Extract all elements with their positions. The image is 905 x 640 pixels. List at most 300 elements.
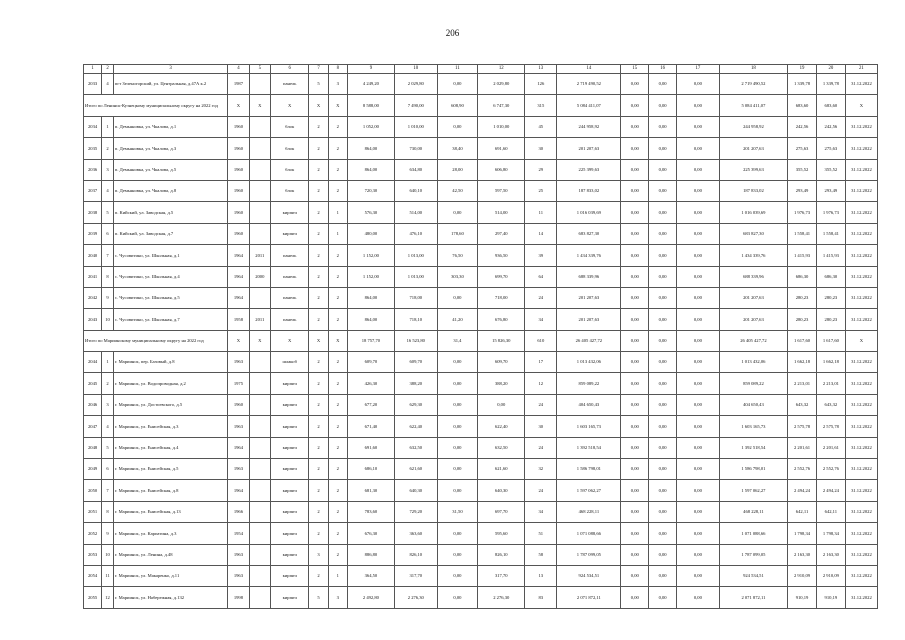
table-cell: 17 [525, 352, 557, 373]
table-cell: 783,60 [347, 501, 394, 522]
address-cell: г. Мариинск, ул. Енисейская, д.8 [113, 480, 227, 501]
table-cell: 864,00 [347, 138, 394, 159]
table-cell: 1987 [228, 74, 249, 95]
table-cell: X [328, 95, 347, 116]
table-row [84, 180, 878, 201]
table-cell: панель [270, 309, 308, 330]
table-cell: 0,00 [649, 373, 677, 394]
table-cell [249, 480, 270, 501]
table-cell: 2 [309, 138, 328, 159]
table-cell: 0,00 [621, 394, 649, 415]
table-cell: 5 [102, 437, 114, 458]
table-cell: 688 339,96 [719, 266, 787, 287]
table-cell: 388,20 [478, 373, 525, 394]
table-cell: 0,00 [621, 95, 649, 116]
table-cell: 0,00 [649, 116, 677, 137]
table-cell: 0,00 [621, 245, 649, 266]
table-cell: 1 010,00 [478, 116, 525, 137]
table-cell: 0,00 [621, 266, 649, 287]
table-cell: 1 603 165,73 [719, 416, 787, 437]
table-cell: 2036 [84, 159, 102, 180]
table-cell: 514,00 [478, 202, 525, 223]
table-cell: 2 [328, 394, 347, 415]
table-cell: 683,60 [788, 95, 817, 116]
table-cell: X [249, 95, 270, 116]
table-cell: 0,00 [649, 394, 677, 415]
address-cell: г. Мариинск, ул. Енисейская, д.13 [113, 501, 227, 522]
column-number-cell: 6 [270, 65, 308, 74]
table-cell: 0,00 [676, 437, 719, 458]
table-cell: 275,63 [788, 138, 817, 159]
table-cell: 640,10 [394, 180, 437, 201]
table-cell: 15 826,30 [478, 330, 525, 351]
table-cell: 0,00 [676, 352, 719, 373]
table-cell: 64 [525, 266, 557, 287]
table-cell: 4 [102, 180, 114, 201]
address-cell: г. Мариинск, пер. Базовый, д.8 [113, 352, 227, 373]
table-cell: 0,00 [649, 437, 677, 458]
table-cell: 864,00 [347, 309, 394, 330]
table-cell: 32 [525, 459, 557, 480]
table-cell: 3 [309, 544, 328, 565]
table-cell: 1 586 798,01 [719, 459, 787, 480]
table-cell: 0,00 [676, 287, 719, 308]
table-cell: 1 [102, 116, 114, 137]
table-cell: 2053 [84, 544, 102, 565]
table-cell: 201 207,63 [557, 309, 621, 330]
table-row [84, 523, 878, 544]
table-cell: 683 827,30 [719, 223, 787, 244]
table-cell: 677,20 [347, 394, 394, 415]
table-cell: 2044 [84, 352, 102, 373]
table-cell: блок [270, 138, 308, 159]
table-cell: 2 910,09 [816, 565, 845, 586]
table-row [84, 416, 878, 437]
table-row [84, 394, 878, 415]
table-cell: 924 534,51 [719, 565, 787, 586]
table-cell: 676,30 [347, 523, 394, 544]
table-cell: 388,20 [394, 373, 437, 394]
table-cell: 691,60 [347, 437, 394, 458]
table-cell: 126 [525, 74, 557, 95]
address-cell: с. Чусовитино, ул. Школьная, д.1 [113, 245, 227, 266]
table-cell: блок [270, 159, 308, 180]
table-cell: 0,00 [437, 480, 478, 501]
table-cell: 426,30 [347, 373, 394, 394]
table-cell: 0,00 [437, 523, 478, 544]
table-cell: 31.12.2022 [845, 587, 877, 608]
table-cell: 0,00 [649, 266, 677, 287]
table-row [84, 116, 878, 137]
table-cell: 11 [102, 565, 114, 586]
table-cell: 364,50 [347, 565, 394, 586]
table-cell: 4 [102, 74, 114, 95]
table-cell: 12 [102, 587, 114, 608]
table-cell: 2 [309, 245, 328, 266]
table-cell: 2 [309, 116, 328, 137]
table-cell: 632,50 [478, 437, 525, 458]
table-cell: 4 [102, 416, 114, 437]
table-cell: 2 [328, 459, 347, 480]
table-cell: 225 399,63 [557, 159, 621, 180]
table-cell: 2 029,80 [394, 74, 437, 95]
table-cell: 2 [309, 309, 328, 330]
table-cell: 643,32 [816, 394, 845, 415]
table-cell: 1998 [228, 587, 249, 608]
table-cell: X [328, 330, 347, 351]
table-cell: 2054 [84, 565, 102, 586]
table-cell: 864,00 [347, 159, 394, 180]
table-cell: 2 [328, 180, 347, 201]
table-cell: 5 [102, 202, 114, 223]
table-cell: 1 010,00 [394, 116, 437, 137]
table-cell: 2011 [249, 245, 270, 266]
table-cell: 38,40 [437, 138, 478, 159]
table-cell: 31.12.2022 [845, 501, 877, 522]
table-cell: 0,00 [621, 523, 649, 544]
table-cell: 280,23 [816, 309, 845, 330]
table-cell: 2 276,30 [394, 587, 437, 608]
table-row [84, 287, 878, 308]
table-cell: 225 399,63 [719, 159, 787, 180]
table-cell: 0,00 [649, 523, 677, 544]
table-cell [249, 159, 270, 180]
table-cell: X [228, 95, 249, 116]
table-cell [249, 373, 270, 394]
table-cell: 3 [328, 587, 347, 608]
table-cell: 31.12.2022 [845, 180, 877, 201]
table-cell: 576,30 [347, 202, 394, 223]
subtotal-row [84, 95, 878, 116]
table-cell: 629,30 [394, 394, 437, 415]
table-cell: 0,00 [437, 587, 478, 608]
table-cell: 0,00 [437, 394, 478, 415]
table-cell: 0,00 [649, 587, 677, 608]
table-cell: 2 [102, 138, 114, 159]
table-cell: 1 152,00 [347, 266, 394, 287]
table-row [84, 74, 878, 95]
table-cell: 0,00 [437, 373, 478, 394]
table-cell: 0,00 [676, 480, 719, 501]
table-cell: 0,00 [649, 159, 677, 180]
table-cell: 0,00 [676, 523, 719, 544]
table-cell: кирпич [270, 587, 308, 608]
table-cell: 4 249,20 [347, 74, 394, 95]
table-cell: 2037 [84, 180, 102, 201]
subtotal-row [84, 330, 878, 351]
table-cell: 1954 [228, 523, 249, 544]
table-cell: 10 [102, 309, 114, 330]
table-cell: панель [270, 245, 308, 266]
table-cell: 201 207,63 [719, 138, 787, 159]
table-cell: 0,00 [437, 544, 478, 565]
table-cell: 31.12.2022 [845, 202, 877, 223]
table-body [84, 65, 878, 609]
table-cell: 2035 [84, 138, 102, 159]
table-cell: кирпич [270, 480, 308, 501]
table-cell: 1964 [228, 245, 249, 266]
table-cell: 608,90 [437, 95, 478, 116]
table-cell: 697,70 [478, 501, 525, 522]
column-number-cell: 5 [249, 65, 270, 74]
table-row [84, 544, 878, 565]
table-cell: кирпич [270, 223, 308, 244]
table-cell: 45 [525, 116, 557, 137]
table-cell: 9 [102, 287, 114, 308]
table-cell: 363,60 [394, 523, 437, 544]
housing-register-table [83, 64, 878, 609]
address-cell: п. Демьяновка, ул. Чкалова, д.1 [113, 116, 227, 137]
table-cell: 0,00 [621, 437, 649, 458]
table-cell: 688 339,96 [557, 266, 621, 287]
table-cell: 2 071 872,11 [557, 587, 621, 608]
table-cell [249, 501, 270, 522]
table-cell: 7 [102, 245, 114, 266]
table-cell: 2047 [84, 416, 102, 437]
column-number-cell: 14 [557, 65, 621, 74]
table-cell: 1960 [228, 223, 249, 244]
table-cell: 0,00 [676, 394, 719, 415]
table-cell: 0,00 [676, 159, 719, 180]
table-cell: 1 013,00 [394, 266, 437, 287]
table-cell: 2 910,09 [788, 565, 817, 586]
table-cell: 0,00 [649, 287, 677, 308]
table-cell [249, 459, 270, 480]
table-cell: 1 434 339,76 [719, 245, 787, 266]
table-cell: 0,00 [437, 459, 478, 480]
page-number: 206 [445, 28, 460, 38]
table-cell: 31.12.2022 [845, 223, 877, 244]
table-cell: 2042 [84, 287, 102, 308]
table-cell: 2 [309, 352, 328, 373]
table-cell: 1960 [228, 159, 249, 180]
table-cell: 597,50 [478, 180, 525, 201]
table-cell: 0,00 [621, 501, 649, 522]
subtotal-label: Итого по Мариинскому муниципальному округу на 2022 год [84, 330, 228, 351]
table-cell: 1 [328, 223, 347, 244]
table-cell: 1 586 798,01 [557, 459, 621, 480]
table-cell: 187 833,02 [557, 180, 621, 201]
table-cell: 201 207,63 [557, 138, 621, 159]
table-cell: 1 052,00 [347, 116, 394, 137]
table-cell: 2046 [84, 394, 102, 415]
table-cell: 31.12.2022 [845, 394, 877, 415]
table-cell: панель [270, 287, 308, 308]
table-cell: 2 201,61 [816, 437, 845, 458]
table-cell: 31.12.2022 [845, 287, 877, 308]
table-cell: 355,52 [788, 159, 817, 180]
table-cell: 0,00 [437, 416, 478, 437]
table-cell: 2 492,80 [347, 587, 394, 608]
table-cell: 2011 [249, 309, 270, 330]
table-cell: 2 [328, 373, 347, 394]
table-cell: 34 [525, 501, 557, 522]
table-cell: 1 662,18 [816, 352, 845, 373]
address-cell: с. Чусовитино, ул. Школьная, д.5 [113, 287, 227, 308]
table-cell: 31.12.2022 [845, 373, 877, 394]
table-cell: 1 392 518,54 [719, 437, 787, 458]
table-cell: 2038 [84, 202, 102, 223]
table-cell: 1963 [228, 565, 249, 586]
table-cell: 8 [102, 266, 114, 287]
table-cell: 2 163,30 [788, 544, 817, 565]
table-cell: 686,30 [788, 266, 817, 287]
table-row [84, 501, 878, 522]
table-cell: 699,70 [478, 266, 525, 287]
table-cell: X [249, 330, 270, 351]
table-cell: 1 [328, 202, 347, 223]
table-cell: 1 013 432,06 [557, 352, 621, 373]
table-cell: 910,19 [788, 587, 817, 608]
table-cell: 9 [102, 523, 114, 544]
table-cell [249, 587, 270, 608]
table-cell: 924 534,51 [557, 565, 621, 586]
table-cell: 31.12.2022 [845, 565, 877, 586]
table-cell [249, 565, 270, 586]
table-cell: 2 [309, 180, 328, 201]
table-cell: 31.12.2022 [845, 245, 877, 266]
table-cell: 0,00 [676, 501, 719, 522]
table-cell: 2 [309, 565, 328, 586]
table-row [84, 459, 878, 480]
table-cell: 297,40 [478, 223, 525, 244]
table-cell: 25 [525, 180, 557, 201]
table-cell: 355,52 [816, 159, 845, 180]
table-cell: 3 [102, 394, 114, 415]
table-cell: 2034 [84, 116, 102, 137]
table-cell: 26 405 427,72 [557, 330, 621, 351]
table-cell: 1 [328, 565, 347, 586]
table-cell: 2055 [84, 587, 102, 608]
table-cell: 5 [309, 74, 328, 95]
table-cell: 2 [328, 266, 347, 287]
table-cell: 621,60 [478, 459, 525, 480]
table-cell: 671,40 [347, 416, 394, 437]
table-cell: 51 [525, 523, 557, 544]
table-cell: 2 575,78 [816, 416, 845, 437]
table-cell: 2048 [84, 437, 102, 458]
table-cell: 0,00 [649, 223, 677, 244]
table-cell: 293,49 [788, 180, 817, 201]
table-cell: 609,70 [347, 352, 394, 373]
table-cell: 34 [525, 309, 557, 330]
table-cell: 0,00 [437, 565, 478, 586]
table-cell: 2 719 490,52 [719, 74, 787, 95]
column-number-cell: 17 [676, 65, 719, 74]
table-cell: 1960 [228, 180, 249, 201]
table-cell: 16 523,80 [394, 330, 437, 351]
table-cell: 1 787 099,05 [557, 544, 621, 565]
table-cell: шлакоб [270, 352, 308, 373]
table-cell [249, 287, 270, 308]
table-cell: 718,00 [478, 287, 525, 308]
table-cell: 1 152,00 [347, 245, 394, 266]
table-cell [249, 523, 270, 544]
address-cell: г. Мариинск, ул. Водопроводная, д.2 [113, 373, 227, 394]
column-number-cell: 9 [347, 65, 394, 74]
table-cell: 10 [102, 544, 114, 565]
table-cell [249, 180, 270, 201]
table-cell: 0,00 [676, 116, 719, 137]
address-cell: г. Мариинск, ул. Карпатина, д.3 [113, 523, 227, 544]
table-cell: 2 [309, 459, 328, 480]
table-cell: 1975 [228, 373, 249, 394]
table-cell: X [228, 330, 249, 351]
table-cell: 643,32 [788, 394, 817, 415]
table-cell: 0,00 [649, 95, 677, 116]
table-cell: 2 [309, 373, 328, 394]
table-cell: 201 207,63 [557, 287, 621, 308]
table-cell: 31.12.2022 [845, 416, 877, 437]
table-cell: 201 207,63 [719, 309, 787, 330]
table-cell: 683,60 [816, 95, 845, 116]
column-number-cell: 18 [719, 65, 787, 74]
table-cell: 1 013 432,06 [719, 352, 787, 373]
table-cell: 1 798,34 [788, 523, 817, 544]
table-cell: 2 276,30 [478, 587, 525, 608]
table-cell: 31,50 [437, 501, 478, 522]
table-cell: 2 [309, 202, 328, 223]
table-cell: 1960 [228, 394, 249, 415]
table-cell: 244 958,92 [719, 116, 787, 137]
table-cell: 1 016 039,69 [719, 202, 787, 223]
address-cell: п. Демьяновка, ул. Чкалова, д.5 [113, 159, 227, 180]
table-cell: 1 787 099,05 [719, 544, 787, 565]
table-cell: 729,20 [394, 501, 437, 522]
table-cell: 0,00 [676, 459, 719, 480]
table-cell: 2 029,80 [478, 74, 525, 95]
table-cell: 1963 [228, 352, 249, 373]
table-cell: 642,11 [816, 501, 845, 522]
table-cell: 0,00 [649, 544, 677, 565]
column-number-cell: 12 [478, 65, 525, 74]
table-cell: 2 [309, 223, 328, 244]
column-number-cell: 1 [84, 65, 102, 74]
table-cell: 1 597 062,27 [719, 480, 787, 501]
table-cell: 2 [309, 266, 328, 287]
table-cell: 0,00 [676, 223, 719, 244]
column-number-cell: 13 [525, 65, 557, 74]
table-cell: 1 558,41 [788, 223, 817, 244]
table-cell: 2 213,01 [816, 373, 845, 394]
table-cell: 2 552,76 [788, 459, 817, 480]
table-cell: 0,00 [649, 565, 677, 586]
table-cell: 0,00 [621, 544, 649, 565]
table-cell: 0,00 [676, 587, 719, 608]
table-cell: 1960 [228, 202, 249, 223]
table-cell: 0,00 [676, 565, 719, 586]
table-cell: 1 392 518,54 [557, 437, 621, 458]
table-cell: 31.12.2022 [845, 309, 877, 330]
table-cell: 0,00 [676, 95, 719, 116]
table-cell: 1966 [228, 501, 249, 522]
table-cell: 2 [328, 437, 347, 458]
table-cell: 2 [309, 480, 328, 501]
column-number-cell: 15 [621, 65, 649, 74]
table-cell: 1 558,41 [816, 223, 845, 244]
table-cell: 632,50 [394, 437, 437, 458]
subtotal-label: Итого по Ленинск-Кузнецкому муниципальному округу на 2022 год [84, 95, 228, 116]
table-cell: 622,40 [478, 416, 525, 437]
table-cell: 0,00 [676, 309, 719, 330]
table-row [84, 587, 878, 608]
table-cell: 317,70 [394, 565, 437, 586]
table-cell: 7 [102, 480, 114, 501]
table-cell: кирпич [270, 394, 308, 415]
table-cell: 0,00 [621, 416, 649, 437]
table-cell: 0,00 [437, 202, 478, 223]
table-cell: 2 552,76 [816, 459, 845, 480]
